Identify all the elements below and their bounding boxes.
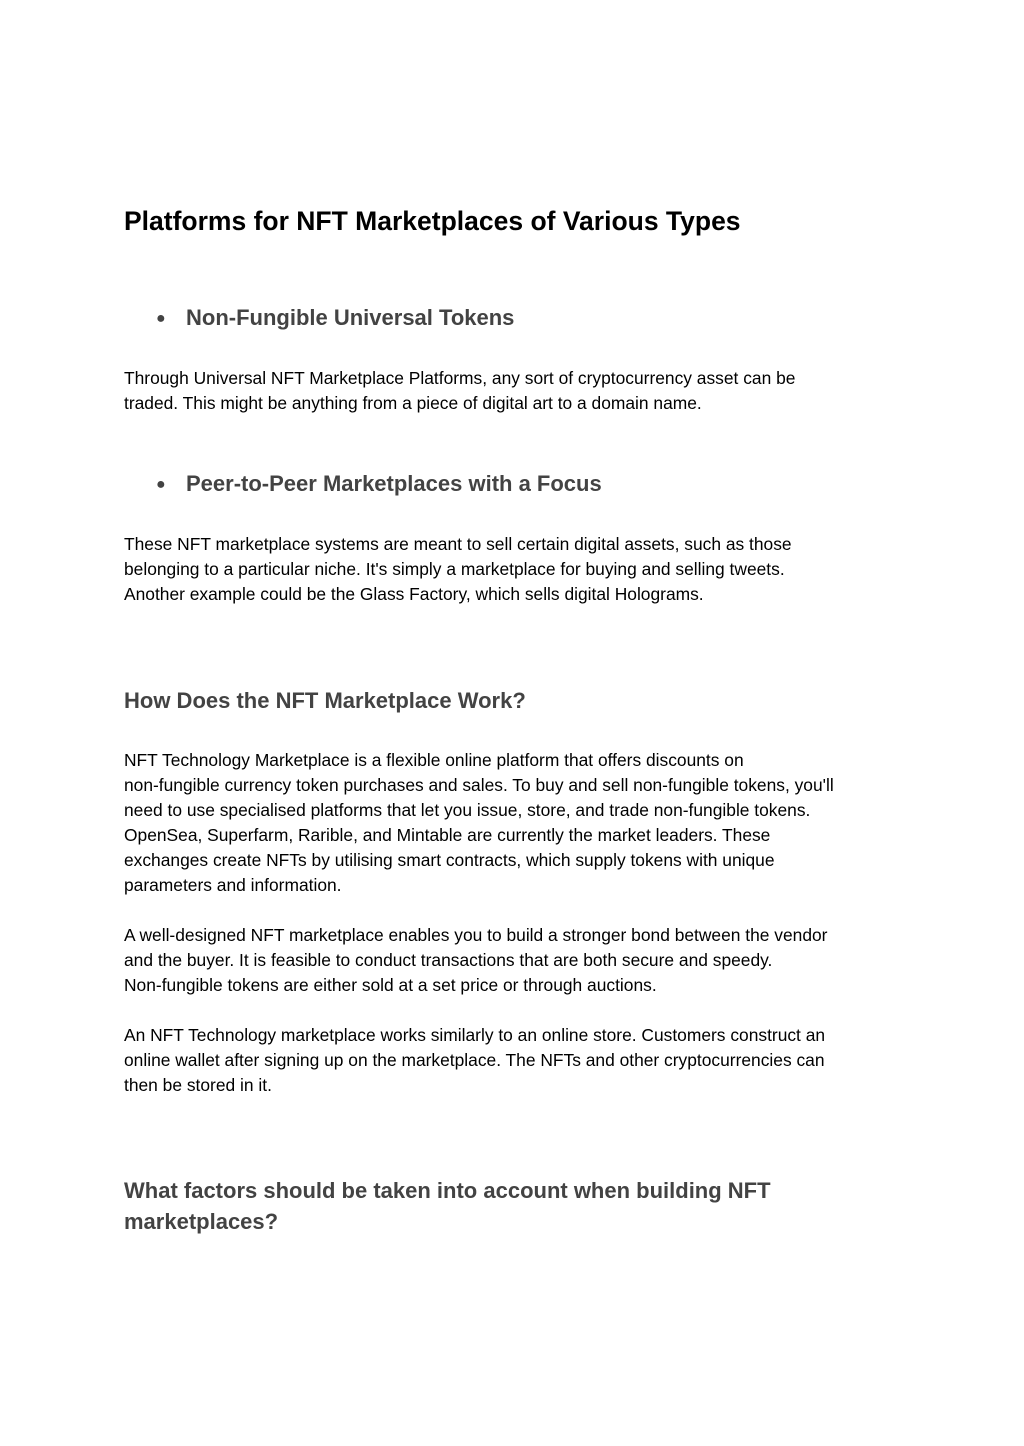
- how-it-works-paragraph-2: [124, 923, 904, 998]
- section-paragraph-universal-tokens: [124, 366, 904, 416]
- paragraph-line: NFT Technology Marketplace is a flexible online platform that offers discounts on: [124, 750, 744, 770]
- paragraph-line: OpenSea, Superfarm, Rarible, and Mintable are currently the market leaders. These: [124, 825, 771, 845]
- paragraph-line: then be stored in it.: [124, 1075, 272, 1095]
- how-it-works-paragraph-1: [124, 748, 904, 898]
- paragraph-line: and the buyer. It is feasible to conduct transactions that are both secure and speedy.: [124, 950, 773, 970]
- section-heading-universal-tokens: [156, 303, 514, 334]
- paragraph-line: Another example could be the Glass Factory, which sells digital Holograms.: [124, 584, 704, 604]
- paragraph-line: traded. This might be anything from a piece of digital art to a domain name.: [124, 393, 702, 413]
- section-paragraph-peer-to-peer: [124, 532, 904, 607]
- paragraph-line: need to use specialised platforms that let you issue, store, and trade non-fungible tokens.: [124, 800, 811, 820]
- heading-how-it-works: [124, 685, 904, 716]
- paragraph-line: belonging to a particular niche. It's simply a marketplace for buying and selling tweets.: [124, 559, 785, 579]
- paragraph-line: A well-designed NFT marketplace enables you to build a stronger bond between the vendor: [124, 925, 828, 945]
- paragraph-line: online wallet after signing up on the marketplace. The NFTs and other cryptocurrencies can: [124, 1050, 825, 1070]
- paragraph-line: non-fungible currency token purchases and sales. To buy and sell non-fungible tokens, you'll: [124, 775, 834, 795]
- paragraph-line: exchanges create NFTs by utilising smart contracts, which supply tokens with unique: [124, 850, 775, 870]
- paragraph-line: Through Universal NFT Marketplace Platforms, any sort of cryptocurrency asset can be: [124, 368, 796, 388]
- paragraph-line: parameters and information.: [124, 875, 342, 895]
- heading-line: marketplaces?: [124, 1209, 279, 1234]
- heading-line: What factors should be taken into account when building NFT: [124, 1178, 771, 1203]
- section-heading-text: Non-Fungible Universal Tokens: [186, 305, 515, 330]
- heading-factors: [124, 1175, 904, 1237]
- how-it-works-paragraph-3: [124, 1023, 904, 1098]
- heading-text: How Does the NFT Marketplace Work?: [124, 688, 526, 713]
- section-heading-text: Peer-to-Peer Marketplaces with a Focus: [186, 471, 602, 496]
- bullet-icon: ●: [156, 476, 166, 493]
- paragraph-line: These NFT marketplace systems are meant to sell certain digital assets, such as those: [124, 534, 792, 554]
- paragraph-line: An NFT Technology marketplace works similarly to an online store. Customers construct an: [124, 1025, 826, 1045]
- section-heading-peer-to-peer: [156, 469, 602, 500]
- page-title: Platforms for NFT Marketplaces of Various Types: [124, 206, 741, 236]
- bullet-icon: ●: [156, 310, 166, 327]
- paragraph-line: Non-fungible tokens are either sold at a set price or through auctions.: [124, 975, 657, 995]
